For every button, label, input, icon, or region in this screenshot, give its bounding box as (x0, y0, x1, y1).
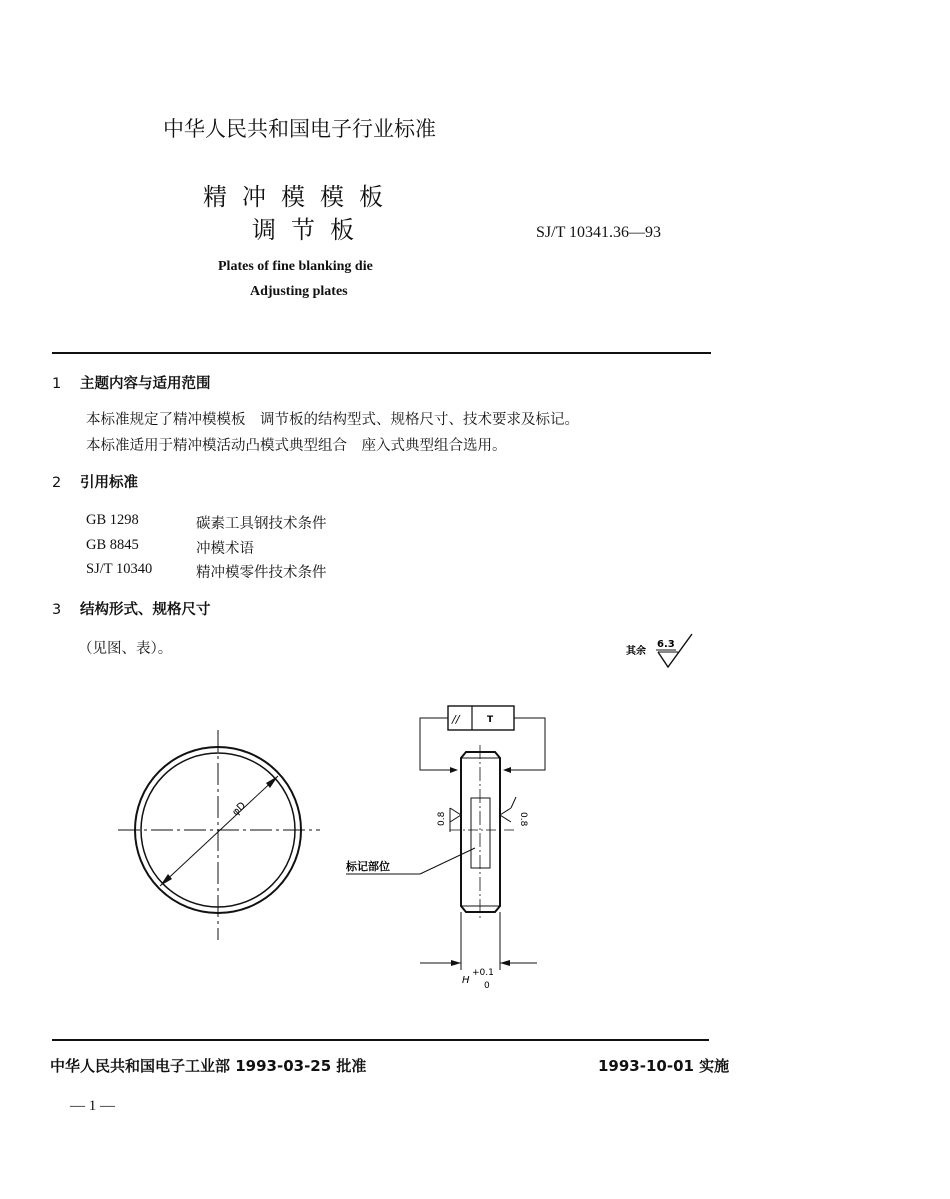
reference-code: GB 8845 (86, 537, 139, 553)
surface-finish-right: 0.8 (518, 812, 528, 827)
mark-position-label: 标记部位 (346, 860, 390, 873)
surface-finish-left: 0.8 (437, 811, 447, 826)
section-2-title: 引用标准 (80, 475, 138, 491)
page-number: — 1 — (70, 1098, 115, 1114)
title-english-line1: Plates of fine blanking die (218, 259, 373, 274)
reference-name: 冲模术语 (196, 541, 254, 557)
standard-code: SJ/T 10341.36—93 (536, 224, 662, 241)
parallelism-symbol: // (452, 713, 460, 726)
plate-side-view (345, 706, 545, 991)
roughness-label: 其余 (626, 646, 646, 657)
reference-code: SJ/T 10340 (86, 561, 153, 577)
roughness-value: 6.3 (657, 639, 675, 650)
roughness-symbol (626, 634, 692, 667)
document-header: 中华人民共和国电子行业标准 (163, 117, 436, 141)
approval-statement: 中华人民共和国电子工业部 1993-03-25 批准 (50, 1057, 367, 1075)
section-1-number: 1 (52, 376, 62, 392)
section-2-number: 2 (52, 475, 62, 491)
reference-code: GB 1298 (86, 512, 139, 528)
implementation-date: 1993-10-01 实施 (598, 1057, 730, 1075)
reference-name: 精冲模零件技术条件 (196, 565, 327, 581)
bottom-divider (52, 1039, 709, 1041)
title-chinese-line2: 调节板 (252, 216, 369, 244)
section-3-title: 结构形式、规格尺寸 (80, 602, 211, 618)
height-lower-tolerance: 0 (484, 981, 490, 991)
reference-name: 碳素工具钢技术条件 (196, 516, 327, 532)
section-1-title: 主题内容与适用范围 (80, 376, 211, 392)
section-1-paragraph-2: 本标准适用于精冲模活动凸模式典型组合 座入式典型组合选用。 (86, 438, 507, 454)
title-chinese-line1: 精冲模模板 (203, 183, 398, 211)
datum-label: T (487, 715, 494, 725)
section-3-note: （见图、表）。 (78, 641, 173, 657)
height-upper-tolerance: +0.1 (472, 968, 494, 978)
height-label: H (462, 975, 470, 986)
title-english-line2: Adjusting plates (250, 284, 348, 299)
diameter-label: φD (230, 800, 249, 819)
plate-front-view (118, 730, 320, 940)
section-1-paragraph-1: 本标准规定了精冲模模板 调节板的结构型式、规格尺寸、技术要求及标记。 (86, 412, 579, 428)
section-3-number: 3 (52, 602, 62, 618)
